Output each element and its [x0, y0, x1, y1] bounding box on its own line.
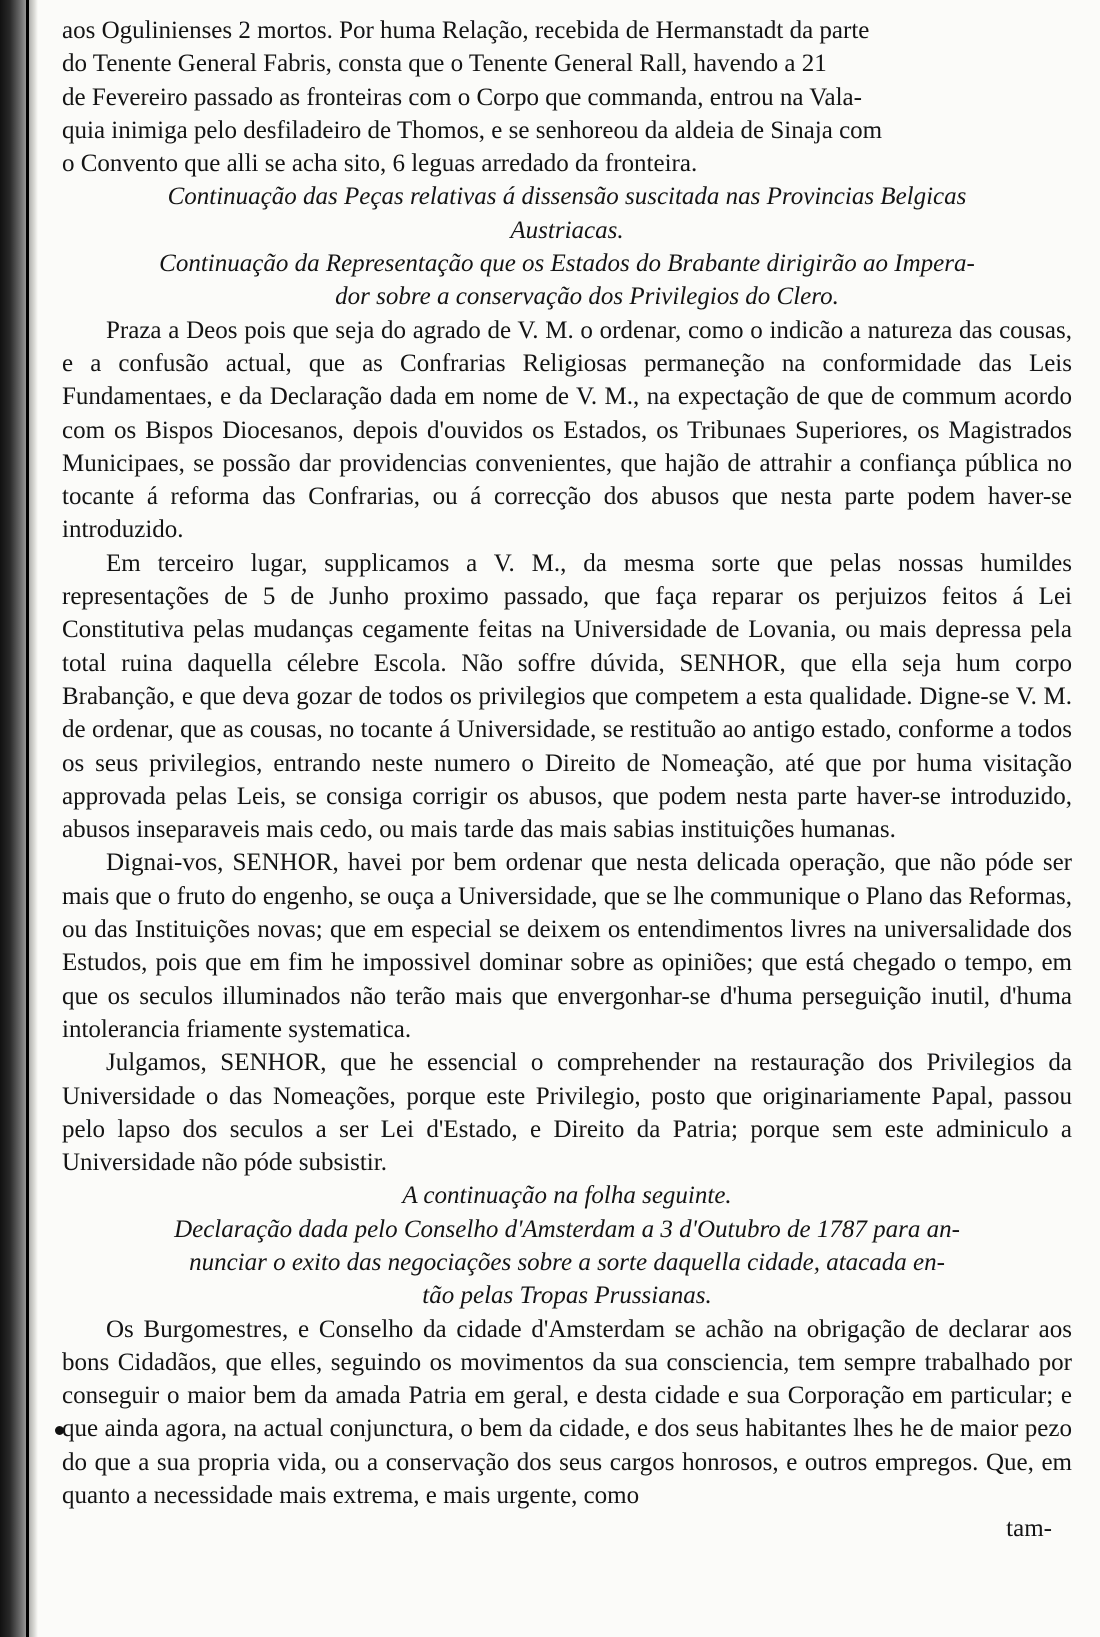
text-line: de Fevereiro passado as fronteiras com o Corpo que commanda, entrou na Vala- — [62, 83, 862, 111]
declaration-heading-line: tão pelas Tropas Prussianas. — [422, 1282, 712, 1310]
paragraph: Dignai-vos, SENHOR, havei por bem ordenar que nesta delicada operação, que não póde ser mais que o fruto do engenho, se ouça a Universidade, que se lhe communique o Plano das Reformas, ou das Instituições novas; que em especial se deixem os entendimentos livres na universalidade dos Estudos, pois que em fim he impossivel dominar sobre as opiniões; que está chegado o tempo, em que os seculos illuminados não terão mais que envergonhar-se d'huma perseguição inutil, d'huma intolerancia friamente systematica. — [62, 849, 1072, 1043]
paragraph: Em terceiro lugar, supplicamos a V. M., da mesma sorte que pelas nossas humildes representações de 5 de Junho proximo passado, que faça reparar os perjuizos feitos á Lei Constitutiva pelas mudanças cegamente feitas na Universidade de Lovania, ou mais depressa pela total ruina daquella célebre Escola. Não soffre dúvida, SENHOR, que ella seja hum corpo Brabanção, e que deva gozar de todos os privilegios que competem a esta qualidade. Digne-se V. M. de ordenar, que as cousas, no tocante á Universidade, se restituão ao antigo estado, conforme a todos os seus privilegios, entrando neste numero o Direito de Nomeação, até que por huma visitação approvada pelas Leis, se consiga corrigir os abusos, que podem nesta parte haver-se introduzido, abusos inseparaveis mais cedo, ou mais tarde das mais sabias instituições humanas. — [62, 549, 1072, 844]
text-line: o Convento que alli se acha sito, 6 leguas arredado da fronteira. — [62, 150, 698, 178]
article-body — [62, 14, 1072, 1546]
paragraph: Os Burgomestres, e Conselho da cidade d'Amsterdam se achão na obrigação de declarar aos bons Cidadãos, que elles, seguindo os movimentos da sua consciencia, tem sempre trabalhado por conseguir o maior bem da amada Patria em geral, e desta cidade e sua Corporação em particular; e que ainda agora, na actual conjunctura, o bem da cidade, e dos seus habitantes lhes he de maior pezo do que a sua propria vida, ou a conservação dos seus cargos honrosos, e outros empregos. Que, em quanto a necessidade mais extrema, e mais urgente, como — [62, 1315, 1072, 1510]
text-line: aos Ogulinienses 2 mortos. Por huma Relação, recebida de Hermanstadt da parte — [62, 17, 870, 44]
paragraph: Praza a Deos pois que seja do agrado de V. M. o ordenar, como o indicão a natureza das cousas, e a confusão actual, que as Confrarias Religiosas permaneção na conformidade das Leis Fundamentaes, e da Declaração dada em nome de V. M., na expectação de que de commum acordo com os Bispos Diocesanos, depois d'ouvidos os Estados, os Tribunaes Superiores, os Magistrados Municipaes, se possão dar providencias convenientes, que hajão de attrahir a confiança pública no tocante á reforma das Confrarias, ou á correcção dos abusos que nesta parte podem haver-se introduzido. — [62, 316, 1072, 544]
declaration-heading-line: nunciar o exito das negociações sobre a sorte daquella cidade, atacada en- — [189, 1248, 945, 1276]
catchword: tam- — [1006, 1515, 1052, 1543]
text-line: do Tenente General Fabris, consta que o Tenente General Rall, havendo a 21 — [62, 50, 827, 78]
section-heading-line: Continuação das Peças relativas á dissensão suscitada nas Provincias Belgicas — [167, 183, 967, 211]
declaration-heading-line: Declaração dada pelo Conselho d'Amsterdam a 3 d'Outubro de 1787 para an- — [174, 1215, 960, 1243]
continuation-note: A continuação na folha seguinte. — [402, 1182, 732, 1210]
page-binding-edge — [0, 0, 38, 1637]
paragraph: Julgamos, SENHOR, que he essencial o comprehender na restauração dos Privilegios da Universidade o das Nomeações, porque este Privilegio, posto que originariamente Papal, passou pelo lapso dos seculos a ser Lei d'Estado, e Direito da Patria; porque sem este adminiculo a Universidade não póde subsistir. — [62, 1049, 1072, 1177]
text-line: quia inimiga pelo desfiladeiro de Thomos, e se senhoreou da aldeia de Sinaja com — [62, 116, 883, 144]
subsection-heading-line: Continuação da Representação que os Estados do Brabante dirigirão ao Impera- — [159, 250, 975, 278]
subsection-heading-line: dor sobre a conservação dos Privilegios do Clero. — [335, 283, 839, 311]
section-heading-line: Austriacas. — [510, 216, 624, 244]
